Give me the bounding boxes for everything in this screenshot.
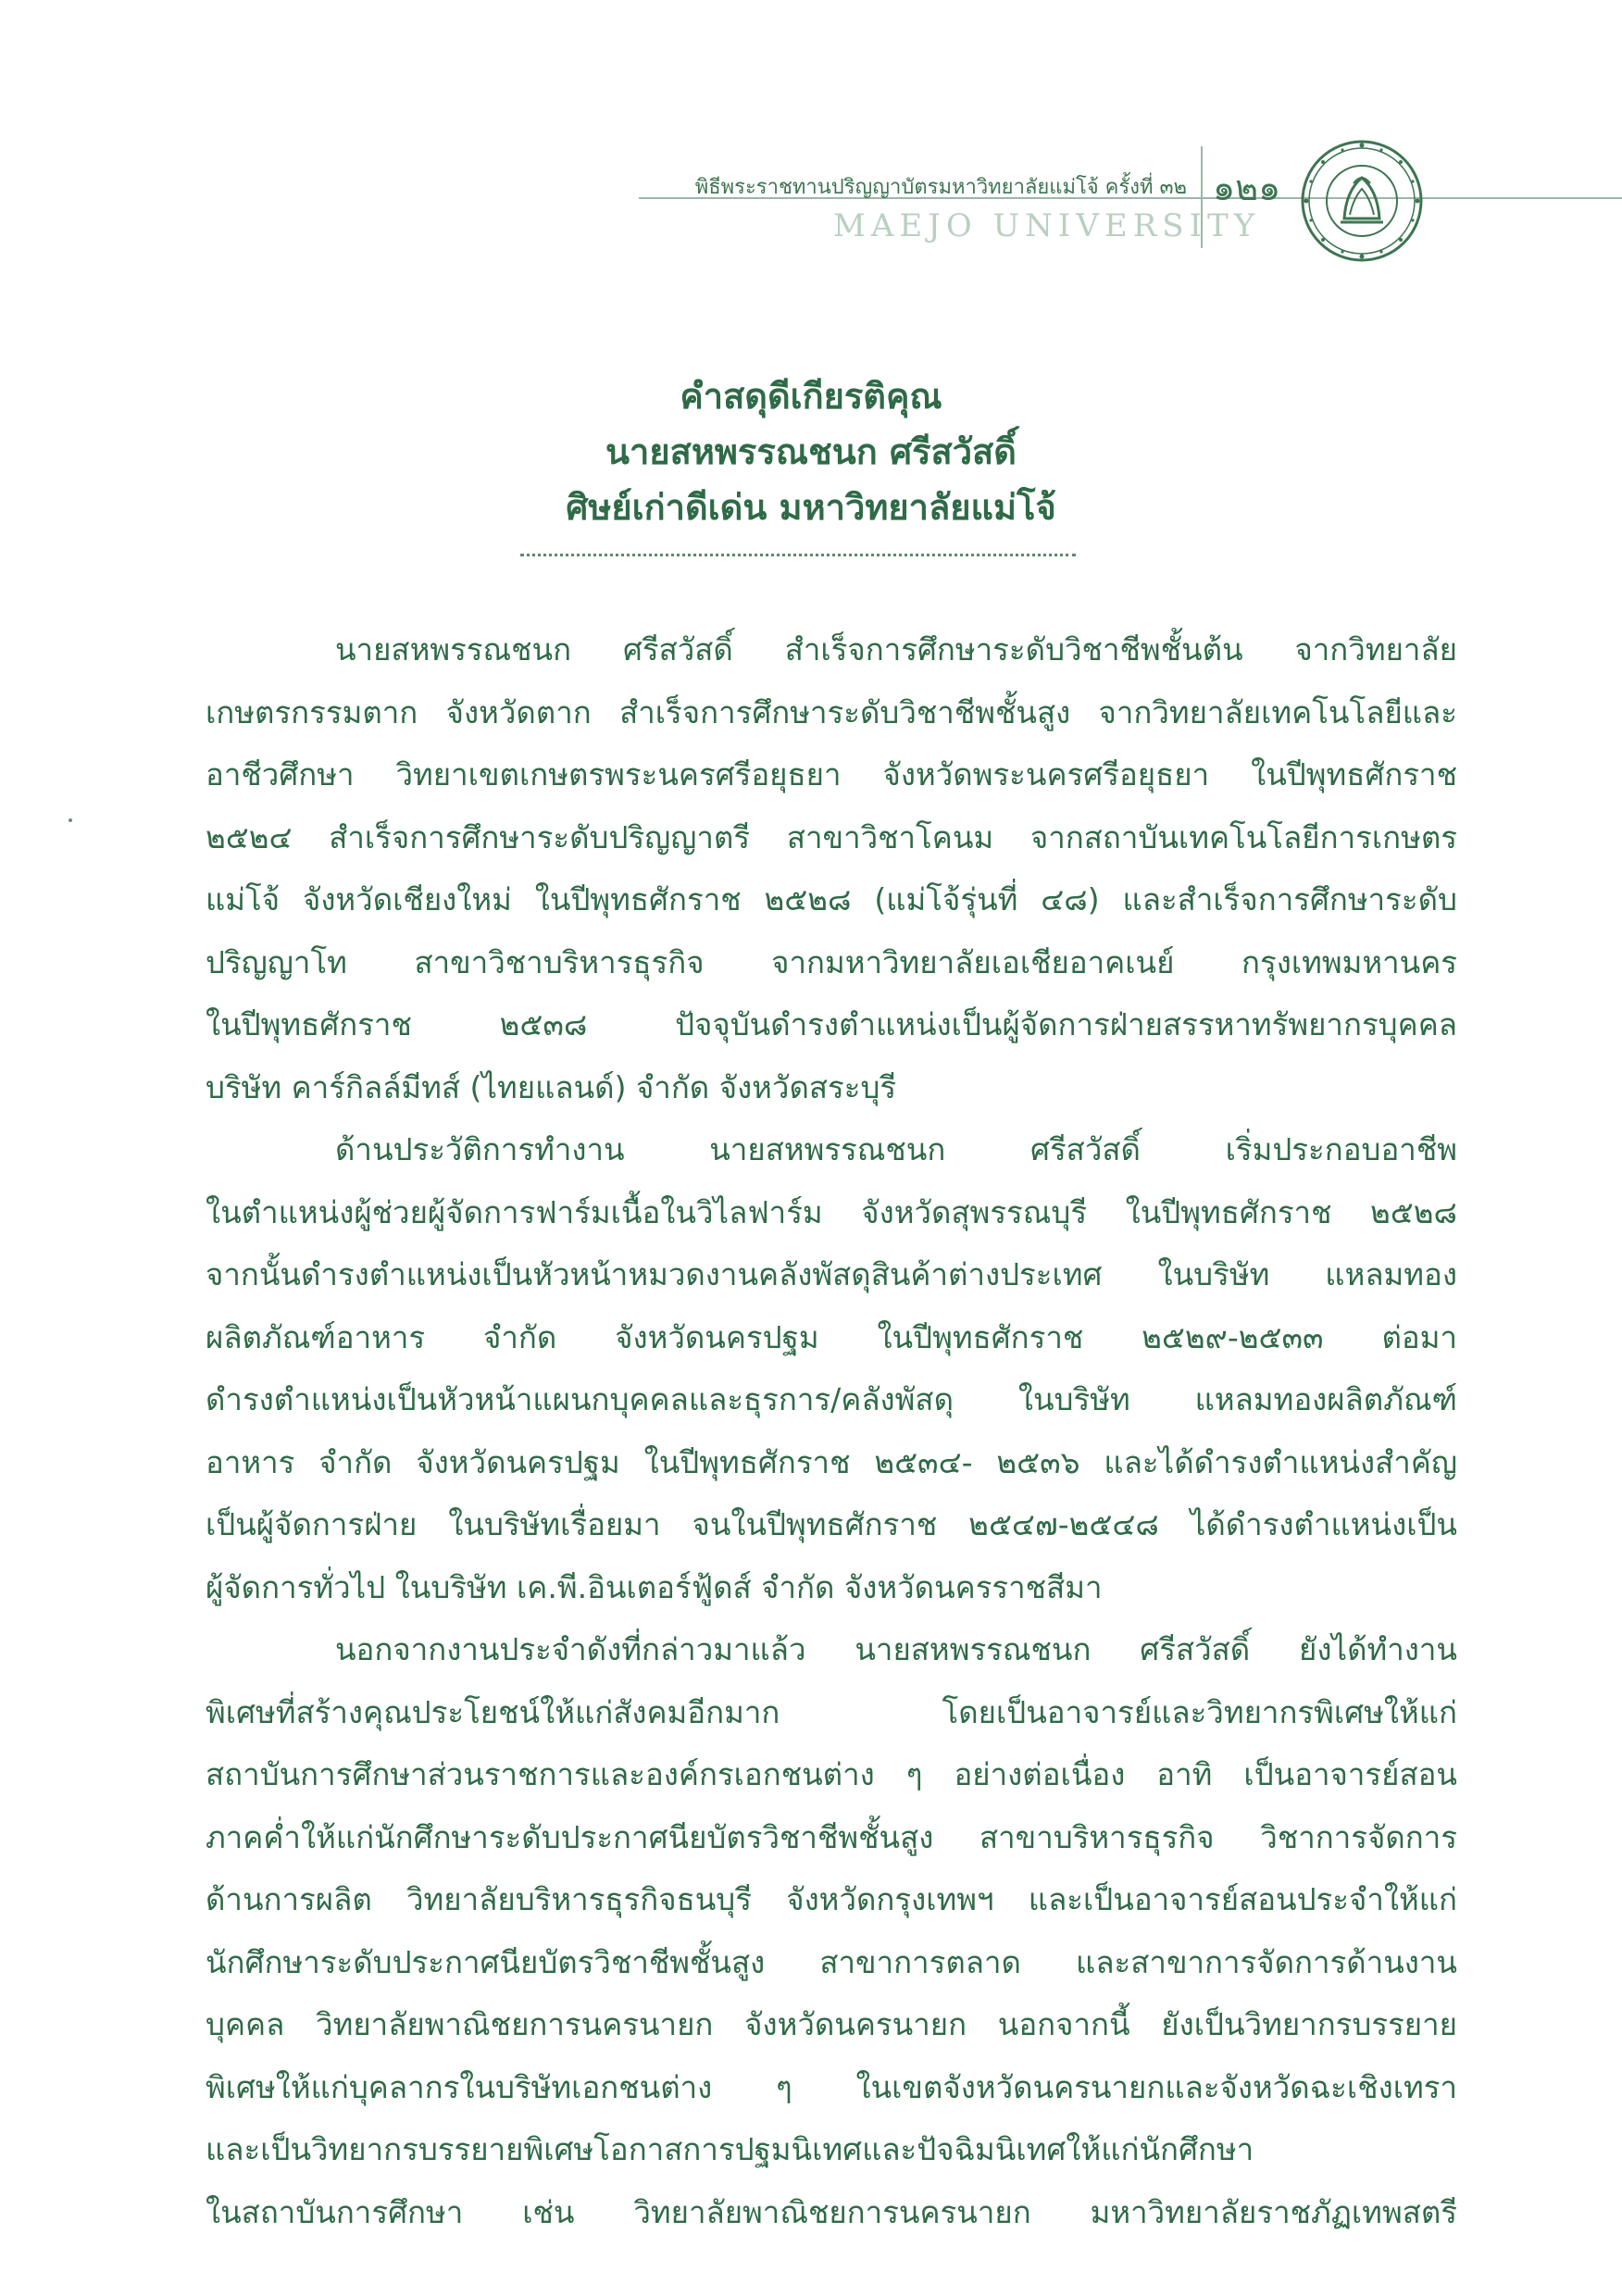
- paragraph-education: [206, 618, 1457, 1118]
- paragraph-special-work: [206, 1618, 1457, 2243]
- scan-speck: [69, 818, 72, 822]
- text-line: นายสหพรรณชนก ศรีสวัสดิ์ สำเร็จการศึกษาระดับวิชาชีพชั้นต้น จากวิทยาลัย: [335, 631, 1457, 668]
- text-line: ดำรงตำแหน่งเป็นหัวหน้าแผนกบุคคลและธุรการ/คลังพัสดุ ในบริษัท แหลมทองผลิตภัณฑ์: [206, 1381, 1457, 1417]
- text-line: ด้านการผลิต วิทยาลัยบริหารธุรกิจธนบุรี จังหวัดกรุงเทพฯ และเป็นอาจารย์สอนประจำให้แก่: [206, 1881, 1457, 1917]
- citation-body: [206, 618, 1457, 2243]
- text-line: ๒๕๒๔ สำเร็จการศึกษาระดับปริญญาตรี สาขาวิชาโคนม จากสถาบันเทคโนโลยีการเกษตร: [206, 818, 1457, 855]
- text-line: ในปีพุทธศักราช ๒๕๓๘ ปัจจุบันดำรงตำแหน่งเป็นผู้จัดการฝ่ายสรรหาทรัพยากรบุคคล: [206, 1006, 1457, 1042]
- text-line: ด้านประวัติการทำงาน นายสหพรรณชนก ศรีสวัสดิ์ เริ่มประกอบอาชีพ: [335, 1131, 1457, 1167]
- text-line: บุคคล วิทยาลัยพาณิชยการนครนายก จังหวัดนครนายก นอกจากนี้ ยังเป็นวิทยากรบรรยาย: [206, 2006, 1457, 2042]
- text-line: ในสถาบันการศึกษา เช่น วิทยาลัยพาณิชยการนครนายก มหาวิทยาลัยราชภัฏเทพสตรี: [206, 2193, 1457, 2230]
- text-line: และเป็นวิทยากรบรรยายพิเศษโอกาสการปฐมนิเทศและปัจฉิมนิเทศให้แก่นักศึกษา: [206, 2131, 1254, 2167]
- text-line: สถาบันการศึกษาส่วนราชการและองค์กรเอกชนต่าง ๆ อย่างต่อเนื่อง อาทิ เป็นอาจารย์สอน: [206, 1756, 1457, 1792]
- text-line: เป็นผู้จัดการฝ่าย ในบริษัทเรื่อยมา จนในปีพุทธศักราช ๒๕๔๗-๒๕๔๘ ได้ดำรงตำแหน่งเป็น: [206, 1506, 1457, 1542]
- title-block: [0, 368, 1622, 535]
- text-line: ผู้จัดการทั่วไป ในบริษัท เค.พี.อินเตอร์ฟู้ดส์ จำกัด จังหวัดนครราชสีมา: [206, 1568, 1103, 1605]
- text-line: แม่โจ้ จังหวัดเชียงใหม่ ในปีพุทธศักราช ๒๕๒๘ (แม่โจ้รุ่นที่ ๔๘) และสำเร็จการศึกษาระดับ: [206, 881, 1457, 917]
- title-heading: คำสดุดีเกียรติคุณ: [680, 376, 942, 417]
- header-university-name: MAEJO UNIVERSITY: [833, 207, 1261, 244]
- text-line: พิเศษให้แก่บุคลากรในบริษัทเอกชนต่าง ๆ ในเขตจังหวัดนครนายกและจังหวัดฉะเชิงเทรา: [206, 2068, 1457, 2105]
- page-number: ๑๒๑: [1213, 168, 1281, 208]
- award-title: ศิษย์เก่าดีเด่น มหาวิทยาลัยแม่โจ้: [566, 487, 1056, 528]
- text-line: นักศึกษาระดับประกาศนียบัตรวิชาชีพชั้นสูง สาขาการตลาด และสาขาการจัดการด้านงาน: [206, 1943, 1457, 1980]
- honoree-name: นายสหพรรณชนก ศรีสวัสดิ์: [605, 431, 1017, 472]
- text-line: ภาคค่ำให้แก่นักศึกษาระดับประกาศนียบัตรวิชาชีพชั้นสูง สาขาบริหารธุรกิจ วิชาการจัดการ: [206, 1818, 1457, 1855]
- text-line: อาชีวศึกษา วิทยาเขตเกษตรพระนครศรีอยุธยา จังหวัดพระนครศรีอยุธยา ในปีพุทธศักราช: [206, 756, 1457, 792]
- text-line: ปริญญาโท สาขาวิชาบริหารธุรกิจ จากมหาวิทยาลัยเอเชียอาคเนย์ กรุงเทพมหานคร: [206, 943, 1457, 980]
- text-line: ในตำแหน่งผู้ช่วยผู้จัดการฟาร์มเนื้อในวิไลฟาร์ม จังหวัดสุพรรณบุรี ในปีพุทธศักราช ๒๕๒๘: [206, 1193, 1457, 1230]
- text-line: เกษตรกรรมตาก จังหวัดตาก สำเร็จการศึกษาระดับวิชาชีพชั้นสูง จากวิทยาลัยเทคโนโลยีและ: [206, 693, 1457, 730]
- text-line: อาหาร จำกัด จังหวัดนครปฐม ในปีพุทธศักราช ๒๕๓๔- ๒๕๓๖ และได้ดำรงตำแหน่งสำคัญ: [206, 1443, 1457, 1480]
- maejo-university-seal-icon: [1298, 137, 1426, 265]
- header-ceremony-text: พิธีพระราชทานปริญญาบัตรมหาวิทยาลัยแม่โจ้ ครั้งที่ ๓๒: [694, 176, 1187, 199]
- text-line: นอกจากงานประจำดังที่กล่าวมาแล้ว นายสหพรรณชนก ศรีสวัสดิ์ ยังได้ทำงาน: [335, 1631, 1457, 1667]
- paragraph-career: [206, 1118, 1457, 1618]
- text-line: บริษัท คาร์กิลล์มีทส์ (ไทยแลนด์) จำกัด จังหวัดสระบุรี: [206, 1068, 897, 1105]
- text-line: พิเศษที่สร้างคุณประโยชน์ให้แก่สังคมอีกมาก โดยเป็นอาจารย์และวิทยากรพิเศษให้แก่: [206, 1693, 1457, 1730]
- text-line: ผลิตภัณฑ์อาหาร จำกัด จังหวัดนครปฐม ในปีพุทธศักราช ๒๕๒๙-๒๕๓๓ ต่อมา: [206, 1318, 1457, 1355]
- text-line: จากนั้นดำรงตำแหน่งเป็นหัวหน้าหมวดงานคลังพัสดุสินค้าต่างประเทศ ในบริษัท แหลมทอง: [206, 1256, 1457, 1292]
- dotted-separator: [520, 554, 1076, 556]
